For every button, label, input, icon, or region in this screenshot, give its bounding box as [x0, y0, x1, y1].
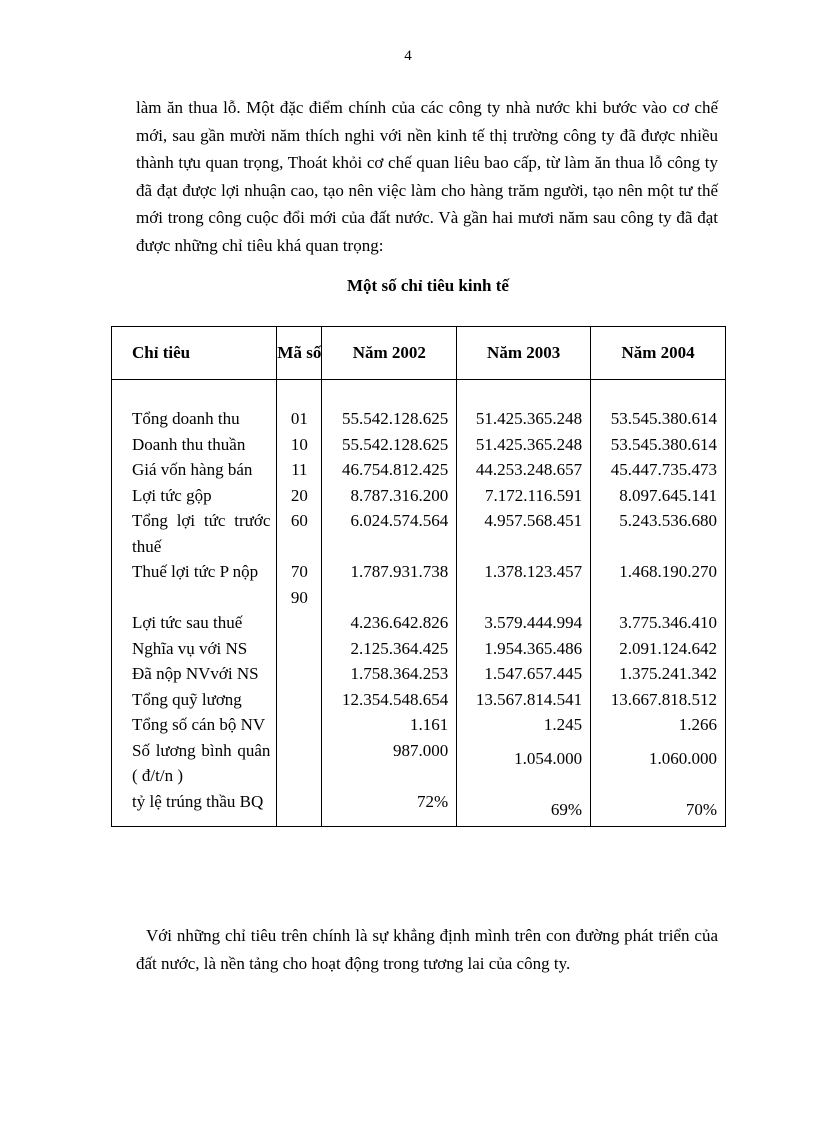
row-value-2003: 3.579.444.994: [457, 610, 591, 636]
row-value-2004: 2.091.124.642: [591, 636, 726, 662]
row-value-2003: 7.172.116.591: [457, 483, 591, 509]
row-code: 11: [277, 457, 322, 483]
row-indicator-name: Tổng quỹ lương: [112, 687, 277, 713]
row-value-2004: 70%: [591, 789, 726, 827]
row-code: 60: [277, 508, 322, 559]
row-code: [277, 789, 322, 827]
row-indicator-name: Lợi tức sau thuế: [112, 610, 277, 636]
row-value-2004: 1.375.241.342: [591, 661, 726, 687]
row-code: [277, 712, 322, 738]
table-title: Một số chỉ tiêu kinh tế: [347, 276, 509, 295]
row-code: 20: [277, 483, 322, 509]
header-indicator: Chỉ tiêu: [112, 327, 277, 380]
row-value-2003: 13.567.814.541: [457, 687, 591, 713]
intro-paragraph: làm ăn thua lỗ. Một đặc điểm chính của các công ty nhà nước khi bước vào cơ chế mới, sau gần mười năm thích nghi với nền kinh tế thị trường công ty đã được nhiều thành tựu quan trọng, Thoát khỏi cơ chế quan liêu bao cấp, từ làm ăn thua lỗ công ty đã đạt được lợi nhuận cao, tạo nên việc làm cho hàng trăm người, tạo nên một tư thế mới trong công cuộc đổi mới của đất nước. Và gần hai mươi năm sau công ty đã đạt được những chỉ tiêu khá quan trọng:: [136, 98, 718, 255]
row-code: [277, 636, 322, 662]
table-row: [112, 738, 726, 789]
header-year-2002: Năm 2002: [322, 327, 457, 380]
row-value-2003: 1.054.000: [457, 738, 591, 789]
row-code: [277, 738, 322, 789]
table-row: [112, 483, 726, 509]
table-header-row: [112, 327, 726, 380]
row-value-2004: 13.667.818.512: [591, 687, 726, 713]
row-value-2003: 1.954.365.486: [457, 636, 591, 662]
row-value-2002: 2.125.364.425: [322, 636, 457, 662]
row-value-2002: 55.542.128.625: [322, 406, 457, 432]
row-value-2004: 1.060.000: [591, 738, 726, 789]
row-value-2002: 1.787.931.738: [322, 559, 457, 610]
row-code: [277, 661, 322, 687]
row-indicator-name: Lợi tức gộp: [112, 483, 277, 509]
header-year-2003: Năm 2003: [457, 327, 591, 380]
row-code: 01: [277, 406, 322, 432]
row-value-2002: 46.754.812.425: [322, 457, 457, 483]
table-row: [112, 789, 726, 827]
row-indicator-name: Nghĩa vụ với NS: [112, 636, 277, 662]
row-indicator-name: Tổng doanh thu: [112, 406, 277, 432]
row-indicator-name: Doanh thu thuần: [112, 432, 277, 458]
row-code: 10: [277, 432, 322, 458]
row-value-2003: 69%: [457, 789, 591, 827]
header-code: Mã số: [277, 327, 322, 380]
row-value-2004: 1.468.190.270: [591, 559, 726, 610]
row-value-2002: 987.000: [322, 738, 457, 789]
row-value-2002: 55.542.128.625: [322, 432, 457, 458]
row-value-2003: 1.378.123.457: [457, 559, 591, 610]
row-value-2003: 4.957.568.451: [457, 508, 591, 559]
row-value-2002: 1.161: [322, 712, 457, 738]
table-row: [112, 636, 726, 662]
row-value-2003: 51.425.365.248: [457, 432, 591, 458]
row-indicator-name: Tổng số cán bộ NV: [112, 712, 277, 738]
row-code: 70 90: [277, 559, 322, 610]
table-row: [112, 712, 726, 738]
row-value-2003: 51.425.365.248: [457, 406, 591, 432]
row-value-2004: 45.447.735.473: [591, 457, 726, 483]
table-row: [112, 508, 726, 559]
row-indicator-name: Thuế lợi tức P nộp: [112, 559, 277, 610]
row-value-2003: 1.547.657.445: [457, 661, 591, 687]
row-code: [277, 687, 322, 713]
economic-indicators-table: [111, 326, 726, 827]
row-value-2004: 3.775.346.410: [591, 610, 726, 636]
table-spacer-row: [112, 380, 726, 407]
row-indicator-name: Số lương bình quân ( đ/t/n ): [112, 738, 277, 789]
row-value-2004: 53.545.380.614: [591, 406, 726, 432]
row-indicator-name: Tổng lợi tức trước thuế: [112, 508, 277, 559]
row-value-2004: 8.097.645.141: [591, 483, 726, 509]
row-value-2004: 5.243.536.680: [591, 508, 726, 559]
row-value-2002: 1.758.364.253: [322, 661, 457, 687]
table-row: [112, 610, 726, 636]
row-value-2002: 6.024.574.564: [322, 508, 457, 559]
row-value-2004: 53.545.380.614: [591, 432, 726, 458]
row-value-2002: 12.354.548.654: [322, 687, 457, 713]
row-indicator-name: tỷ lệ trúng thầu BQ: [112, 789, 277, 827]
table-row: [112, 559, 726, 610]
page-number: 4: [404, 48, 412, 64]
table-row: [112, 457, 726, 483]
table-row: [112, 661, 726, 687]
table-row: [112, 406, 726, 432]
row-indicator-name: Đã nộp NVvới NS: [112, 661, 277, 687]
row-value-2003: 44.253.248.657: [457, 457, 591, 483]
table-row: [112, 432, 726, 458]
row-value-2004: 1.266: [591, 712, 726, 738]
row-code: [277, 610, 322, 636]
table-row: [112, 687, 726, 713]
header-year-2004: Năm 2004: [591, 327, 726, 380]
closing-paragraph-text: Với những chỉ tiêu trên chính là sự khẳng định mình trên con đường phát triển của đất nước, là nền tảng cho hoạt động trong tương lai của công ty.: [136, 926, 718, 973]
row-indicator-name: Giá vốn hàng bán: [112, 457, 277, 483]
row-value-2002: 72%: [322, 789, 457, 827]
row-value-2002: 8.787.316.200: [322, 483, 457, 509]
closing-paragraph: [136, 922, 718, 977]
row-value-2003: 1.245: [457, 712, 591, 738]
row-value-2002: 4.236.642.826: [322, 610, 457, 636]
